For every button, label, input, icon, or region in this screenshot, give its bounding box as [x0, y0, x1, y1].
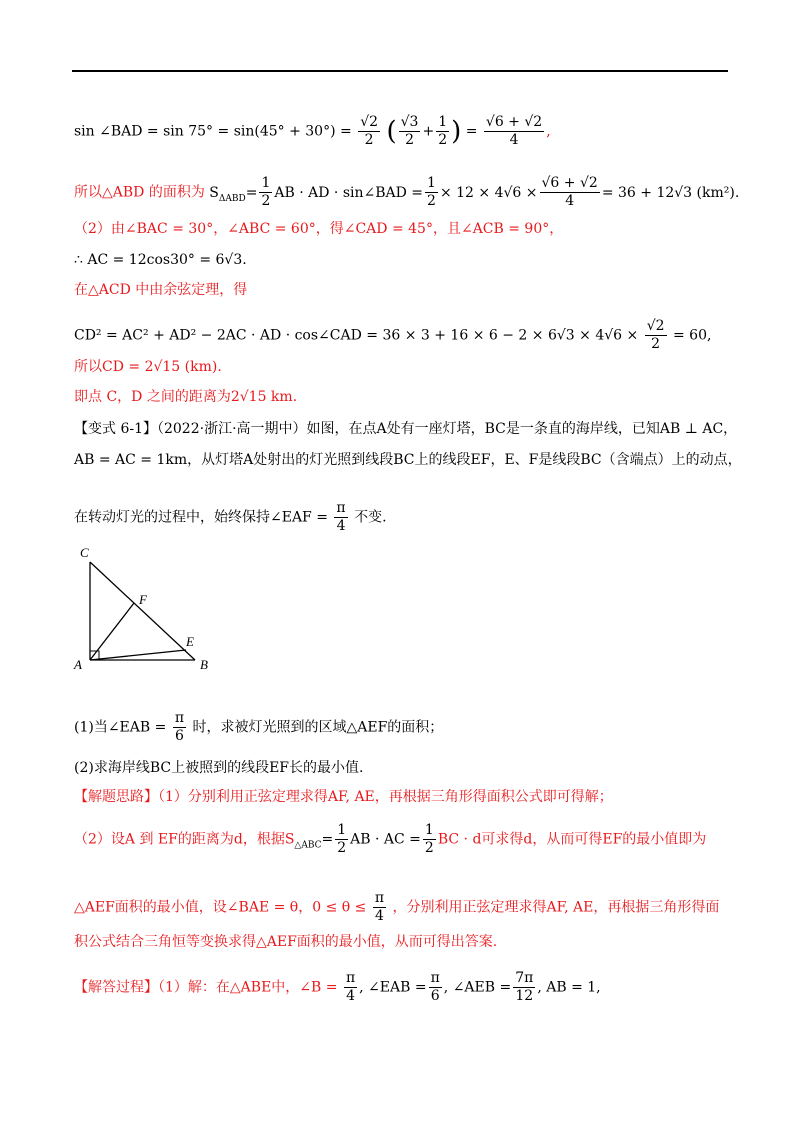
area-abd-line: 所以△ABD 的面积为 $S_{\Delta ABD}=$ $\frac{1}{2}$ AB · AD · sin∠BAD = $\frac{1}{2}$ × 12 × 4√6 × $\frac{√6 + √2}{4}$ = 36 + 12√3 (km²). — [74, 175, 740, 209]
fraction: $\frac{\pi}{6}$ — [174, 710, 185, 744]
formula-sin-bad — [74, 114, 551, 149]
text: 所以△ABD 的面积为 — [74, 184, 205, 201]
fraction: $\frac{\pi}{4}$ — [336, 500, 346, 534]
fraction: $\frac{√6 + √2}{4}$ — [485, 114, 543, 148]
fraction: $\frac{√6 + √2}{4}$ — [541, 175, 598, 209]
problem-statement-2: AB = AC = 1km，从灯塔A处射出的灯光照到线段BC上的线段EF，E、F是线段BC（含端点）上的动点， — [74, 452, 742, 468]
fraction: $\frac{1}{2}$ — [438, 114, 448, 148]
part2-given: （2）由∠BAC = 30°，∠ABC = 60°，得∠CAD = 45°，且∠ACB = 90°， — [74, 221, 564, 237]
label-f: F — [139, 592, 147, 607]
fraction: $\frac{√2}{2}$ — [360, 114, 379, 148]
plus: + — [422, 123, 435, 140]
solution-idea-3: △AEF面积的最小值，设∠BAE = θ，0 ≤ θ ≤ $\frac{\pi}{4}$ ，分别利用正弦定理求得AF, AE，再根据三角形得面 — [74, 890, 720, 924]
paren: ) — [451, 116, 462, 147]
ac-result: ∴ AC = 12cos30° = 6√3. — [74, 252, 247, 268]
label-a: A — [74, 657, 82, 672]
cd-formula: CD² = AC² + AD² − 2AC · AD · cos∠CAD = 36 × 3 + 16 × 6 − 2 × 6√3 × 4√6 × $\frac{√2}{2}$ = 60, — [74, 318, 712, 352]
fraction: $\frac{\pi}{6}$ — [430, 970, 440, 1004]
fraction: $\frac{\pi}{4}$ — [374, 890, 385, 924]
formula-text: sin ∠BAD = sin 75° = sin(45° + 30°) = — [74, 123, 352, 140]
paren: ( — [386, 116, 397, 147]
equals: = — [465, 123, 478, 140]
fraction: $\frac{\pi}{4}$ — [345, 970, 356, 1004]
label-e: E — [186, 634, 194, 649]
triangle-figure — [70, 545, 220, 675]
distance-cd: 即点 C，D 之间的距离为2√15 km. — [74, 389, 298, 405]
solution-idea-2: （2）设A 到 EF的距离为d，根据$S_{\triangle ABC}=$ $\frac{1}{2}$ AB · AC = $\frac{1}{2}$ BC · d可求得d，从而可得EF的最小值即为 — [74, 822, 707, 856]
label-b: B — [200, 657, 208, 672]
label-c: C — [80, 545, 89, 560]
solution-process-1: 【解答过程】（1）解：在△ABE中，∠B = $\frac{\pi}{4}$ , ∠EAB = $\frac{\pi}{6}$ , ∠AEB = $\frac{7\pi}{12}$ , AB = 1, — [74, 970, 601, 1004]
cd-result: 所以CD = 2√15 (km). — [74, 359, 222, 375]
question-2: (2)求海岸线BC上被照到的线段EF长的最小值. — [74, 760, 364, 776]
cosine-law-intro: 在△ACD 中由余弦定理，得 — [74, 282, 248, 298]
problem-statement-1: 【变式 6-1】（2022·浙江·高一期中）如图，在点A处有一座灯塔，BC是一条直的海岸线，已知AB ⊥ AC， — [74, 421, 738, 437]
question-1: (1)当∠EAB = $\frac{\pi}{6}$ 时，求被灯光照到的区域△AEF的面积； — [74, 710, 444, 744]
fraction: $\frac{1}{2}$ — [337, 822, 347, 856]
problem-statement-3: 在转动灯光的过程中，始终保持∠EAF = $\frac{\pi}{4}$ 不变. — [74, 500, 387, 534]
fraction: $\frac{√3}{2}$ — [400, 114, 419, 148]
solution-idea-4: 积公式结合三角恒等变换求得△AEF面积的最小值，从而可得出答案. — [74, 934, 498, 950]
fraction: $\frac{1}{2}$ — [261, 175, 271, 209]
fraction: $\frac{7\pi}{12}$ — [515, 970, 534, 1004]
fraction: $\frac{1}{2}$ — [424, 822, 434, 856]
solution-idea-1: 【解题思路】（1）分别利用正弦定理求得AF, AE，再根据三角形得面积公式即可得解； — [74, 789, 613, 805]
fraction: $\frac{√2}{2}$ — [646, 318, 665, 352]
comma: , — [546, 123, 551, 140]
header-rule — [72, 70, 728, 72]
fraction: $\frac{1}{2}$ — [427, 175, 436, 209]
